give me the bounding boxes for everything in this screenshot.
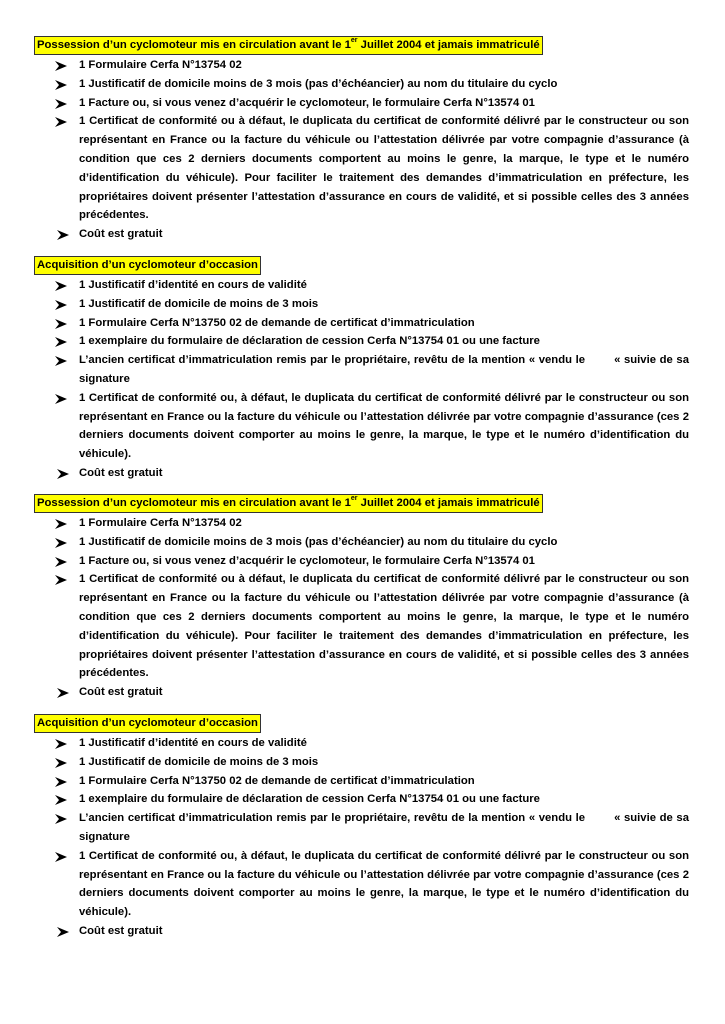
list-item: L’ancien certificat d’immatriculation remis par le propriétaire, revêtu de la mention « vendu le « suivie de sa signature bbox=[0, 809, 725, 847]
arrow-bullet-icon bbox=[55, 772, 69, 791]
list-item: 1 Certificat de conformité ou à défaut, le duplicata du certificat de conformité délivré par le constructeur ou son représentant en France ou la facture du véhicule ou l’attestation délivrée par votre compagnie d’assurance (à condition que ces 2 derniers documents comportent au moins le genre, la marque, le type et le numéro d’identification du véhicule). Pour faciliter le traitement des demandes d’immatriculation en préfecture, les propriétaires doivent présenter l’attestation d’assurance en cours de validité, et si possible celles des 3 années précédentes. bbox=[0, 112, 725, 225]
arrow-bullet-icon bbox=[57, 464, 71, 483]
list-item: 1 Certificat de conformité ou à défaut, le duplicata du certificat de conformité délivré par le constructeur ou son représentant en France ou la facture du véhicule ou l’attestation délivrée par votre compagnie d’assurance (à condition que ces 2 derniers documents comportent au moins le genre, la marque, le type et le numéro d’identification du véhicule). Pour faciliter le traitement des demandes d’immatriculation en préfecture, les propriétaires doivent présenter l’attestation d’assurance en cours de validité, et si possible celles des 3 années précédentes. bbox=[0, 570, 725, 683]
list-item: 1 Facture ou, si vous venez d’acquérir le cyclomoteur, le formulaire Cerfa N°13574 01 bbox=[0, 94, 725, 113]
list-item: 1 Facture ou, si vous venez d’acquérir le cyclomoteur, le formulaire Cerfa N°13574 01 bbox=[0, 552, 725, 571]
arrow-bullet-icon bbox=[55, 847, 69, 866]
section-heading: Possession d’un cyclomoteur mis en circulation avant le 1er Juillet 2004 et jamais immatriculé bbox=[34, 494, 543, 513]
list-item-cost: Coût est gratuit bbox=[0, 464, 725, 483]
arrow-bullet-icon bbox=[55, 389, 69, 408]
list-item: 1 Certificat de conformité ou, à défaut, le duplicata du certificat de conformité délivré par le constructeur ou son représentant en France ou la facture du véhicule ou l’attestation délivrée par votre compagnie d’assurance (ces 2 derniers documents doivent comporter au moins le genre, la marque, le type et le numéro d’identification du véhicule). bbox=[0, 847, 725, 922]
list-item: 1 Justificatif de domicile de moins de 3 mois bbox=[0, 295, 725, 314]
arrow-bullet-icon bbox=[55, 332, 69, 351]
section-heading: Possession d’un cyclomoteur mis en circulation avant le 1er Juillet 2004 et jamais immatriculé bbox=[34, 36, 543, 55]
list-item: 1 Formulaire Cerfa N°13750 02 de demande de certificat d’immatriculation bbox=[0, 772, 725, 791]
arrow-bullet-icon bbox=[55, 314, 69, 333]
list-item: 1 Justificatif de domicile moins de 3 mois (pas d’échéancier) au nom du titulaire du cyclo bbox=[0, 533, 725, 552]
arrow-bullet-icon bbox=[55, 514, 69, 533]
arrow-bullet-icon bbox=[57, 922, 71, 941]
arrow-bullet-icon bbox=[55, 734, 69, 753]
arrow-bullet-icon bbox=[57, 225, 71, 244]
list-item: 1 Justificatif d’identité en cours de validité bbox=[0, 276, 725, 295]
arrow-bullet-icon bbox=[55, 56, 69, 75]
arrow-bullet-icon bbox=[55, 112, 69, 131]
section-heading: Acquisition d’un cyclomoteur d’occasion bbox=[34, 256, 261, 275]
list-item: 1 exemplaire du formulaire de déclaration de cession Cerfa N°13754 01 ou une facture bbox=[0, 332, 725, 351]
arrow-bullet-icon bbox=[55, 75, 69, 94]
requirements-list bbox=[0, 276, 725, 483]
list-item: 1 Justificatif de domicile moins de 3 mois (pas d’échéancier) au nom du titulaire du cyclo bbox=[0, 75, 725, 94]
list-item: L’ancien certificat d’immatriculation remis par le propriétaire, revêtu de la mention « vendu le « suivie de sa signature bbox=[0, 351, 725, 389]
arrow-bullet-icon bbox=[55, 533, 69, 552]
arrow-bullet-icon bbox=[55, 351, 69, 370]
list-item: 1 Formulaire Cerfa N°13754 02 bbox=[0, 56, 725, 75]
list-item: 1 Justificatif de domicile de moins de 3 mois bbox=[0, 753, 725, 772]
list-item-cost: Coût est gratuit bbox=[0, 683, 725, 702]
arrow-bullet-icon bbox=[55, 295, 69, 314]
arrow-bullet-icon bbox=[55, 552, 69, 571]
requirements-list bbox=[0, 734, 725, 941]
arrow-bullet-icon bbox=[55, 809, 69, 828]
list-item: 1 Justificatif d’identité en cours de validité bbox=[0, 734, 725, 753]
arrow-bullet-icon bbox=[55, 790, 69, 809]
list-item: 1 Formulaire Cerfa N°13754 02 bbox=[0, 514, 725, 533]
list-item-cost: Coût est gratuit bbox=[0, 225, 725, 244]
arrow-bullet-icon bbox=[55, 276, 69, 295]
list-item: 1 Certificat de conformité ou, à défaut, le duplicata du certificat de conformité délivré par le constructeur ou son représentant en France ou la facture du véhicule ou l’attestation délivrée par votre compagnie d’assurance (ces 2 derniers documents doivent comporter au moins le genre, la marque, le type et le numéro d’identification du véhicule). bbox=[0, 389, 725, 464]
list-item: 1 Formulaire Cerfa N°13750 02 de demande de certificat d’immatriculation bbox=[0, 314, 725, 333]
arrow-bullet-icon bbox=[57, 683, 71, 702]
arrow-bullet-icon bbox=[55, 753, 69, 772]
list-item-cost: Coût est gratuit bbox=[0, 922, 725, 941]
requirements-list bbox=[0, 56, 725, 244]
requirements-list bbox=[0, 514, 725, 702]
section-heading: Acquisition d’un cyclomoteur d’occasion bbox=[34, 714, 261, 733]
arrow-bullet-icon bbox=[55, 570, 69, 589]
list-item: 1 exemplaire du formulaire de déclaration de cession Cerfa N°13754 01 ou une facture bbox=[0, 790, 725, 809]
arrow-bullet-icon bbox=[55, 94, 69, 113]
